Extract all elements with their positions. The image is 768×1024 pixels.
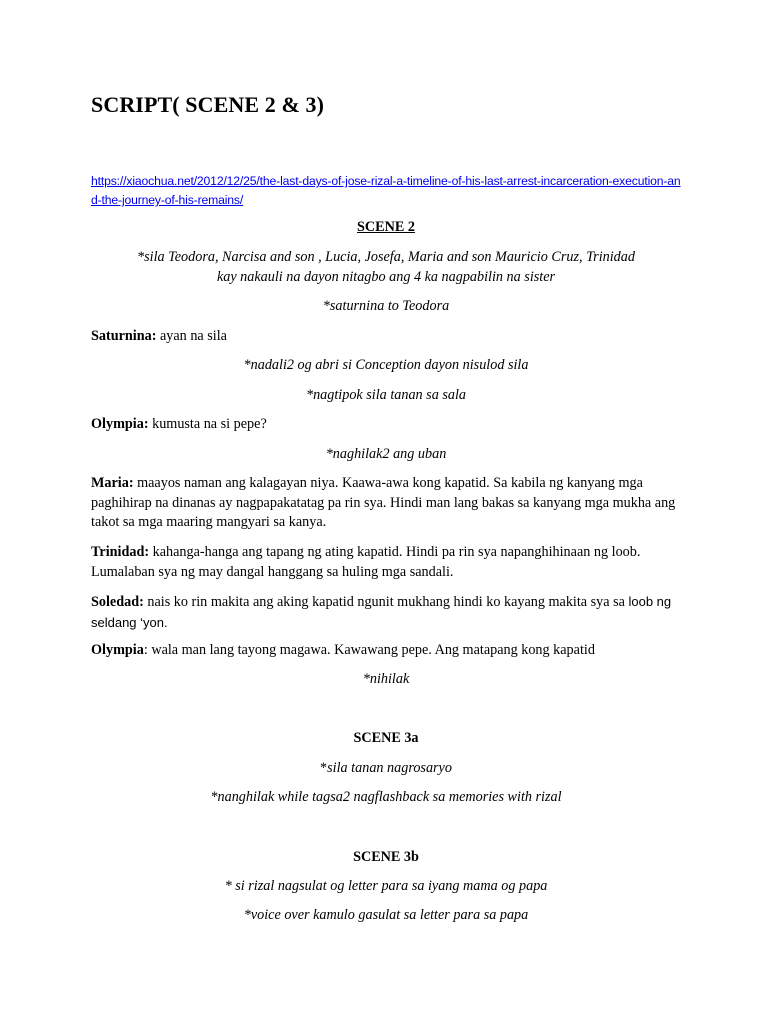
- dialogue-text: : wala man lang tayong magawa. Kawawang pepe. Ang matapang kong kapatid: [143, 642, 595, 658]
- dialogue-text: kumusta na si pepe?: [148, 416, 267, 432]
- dialogue-line-trinidad: [91, 543, 681, 582]
- stage-direction: *voice over kamulo gasulat sa letter para sa papa: [243, 907, 529, 923]
- stage-direction: *sila Teodora, Narcisa and son , Lucia, Josefa, Maria and son Mauricio Cruz, Trinidad kay nakauli na dayon nitagbo ang 4 ka nagpabilin na sister: [137, 249, 635, 285]
- dialogue-line-saturnina: [91, 327, 681, 347]
- dialogue-line-olympia: [91, 641, 681, 661]
- stage-direction: *nadali2 og abri si Conception dayon nisulod sila: [243, 357, 529, 373]
- dialogue-text: ayan na sila: [156, 328, 227, 344]
- stage-direction: * si rizal nagsulat og letter para sa iyang mama og papa: [224, 878, 548, 894]
- speaker-name: Saturnina:: [91, 328, 157, 344]
- stage-direction: *nihilak: [362, 671, 410, 687]
- speaker-name: Maria:: [91, 475, 134, 491]
- stage-direction-text: sila tanan nagrosaryo: [327, 760, 452, 776]
- dialogue-text: kahanga-hanga ang tapang ng ating kapatid. Hindi pa rin sya napanghihinaan ng loob. Lumalaban sya ng may dangal hanggang sa huling mga sandali.: [91, 544, 641, 580]
- stage-direction: *naghilak2 ang uban: [325, 446, 447, 462]
- source-link[interactable]: https://xiaochua.net/2012/12/25/the-last-days-of-jose-rizal-a-timeline-of-his-last-arrest-incarceration-execution-and-the-journey-of-his-remains/: [91, 174, 681, 207]
- dialogue-text: nais ko rin makita ang aking kapatid ngunit mukhang hindi ko kayang makita sya sa: [143, 594, 629, 610]
- stage-direction: *saturnina to Teodora: [322, 298, 450, 314]
- speaker-name: Trinidad:: [91, 544, 150, 560]
- dialogue-line-maria: [91, 474, 681, 533]
- dialogue-line-soledad: [91, 592, 681, 633]
- scene-3a-heading: SCENE 3a: [353, 730, 419, 746]
- stage-direction-prefix: *: [320, 760, 328, 776]
- dialogue-text: maayos naman ang kalagayan niya. Kaawa-awa kong kapatid. Sa kabila ng kanyang mga paghihirap na dinanas ay nagpapakatatag pa rin sya. Hindi man lang bakas sa kanyang mga mukha ang takot sa mga maaring mangyari sa kanya.: [91, 475, 676, 530]
- speaker-name: Olympia: [91, 642, 144, 658]
- speaker-name: Olympia:: [91, 416, 149, 432]
- stage-direction: *nagtipok sila tanan sa sala: [305, 387, 466, 403]
- scene-3b-heading: SCENE 3b: [353, 849, 419, 865]
- dialogue-text-tail: loob ng seldang ‘yon.: [91, 594, 672, 630]
- stage-direction: [91, 759, 681, 779]
- speaker-name: Soledad:: [91, 594, 144, 610]
- scene-2-heading: SCENE 2: [357, 219, 415, 235]
- stage-direction: *nanghilak while tagsa2 nagflashback sa memories with rizal: [210, 789, 562, 805]
- document-title: SCRIPT( SCENE 2 & 3): [91, 92, 325, 117]
- dialogue-line-olympia: [91, 415, 681, 435]
